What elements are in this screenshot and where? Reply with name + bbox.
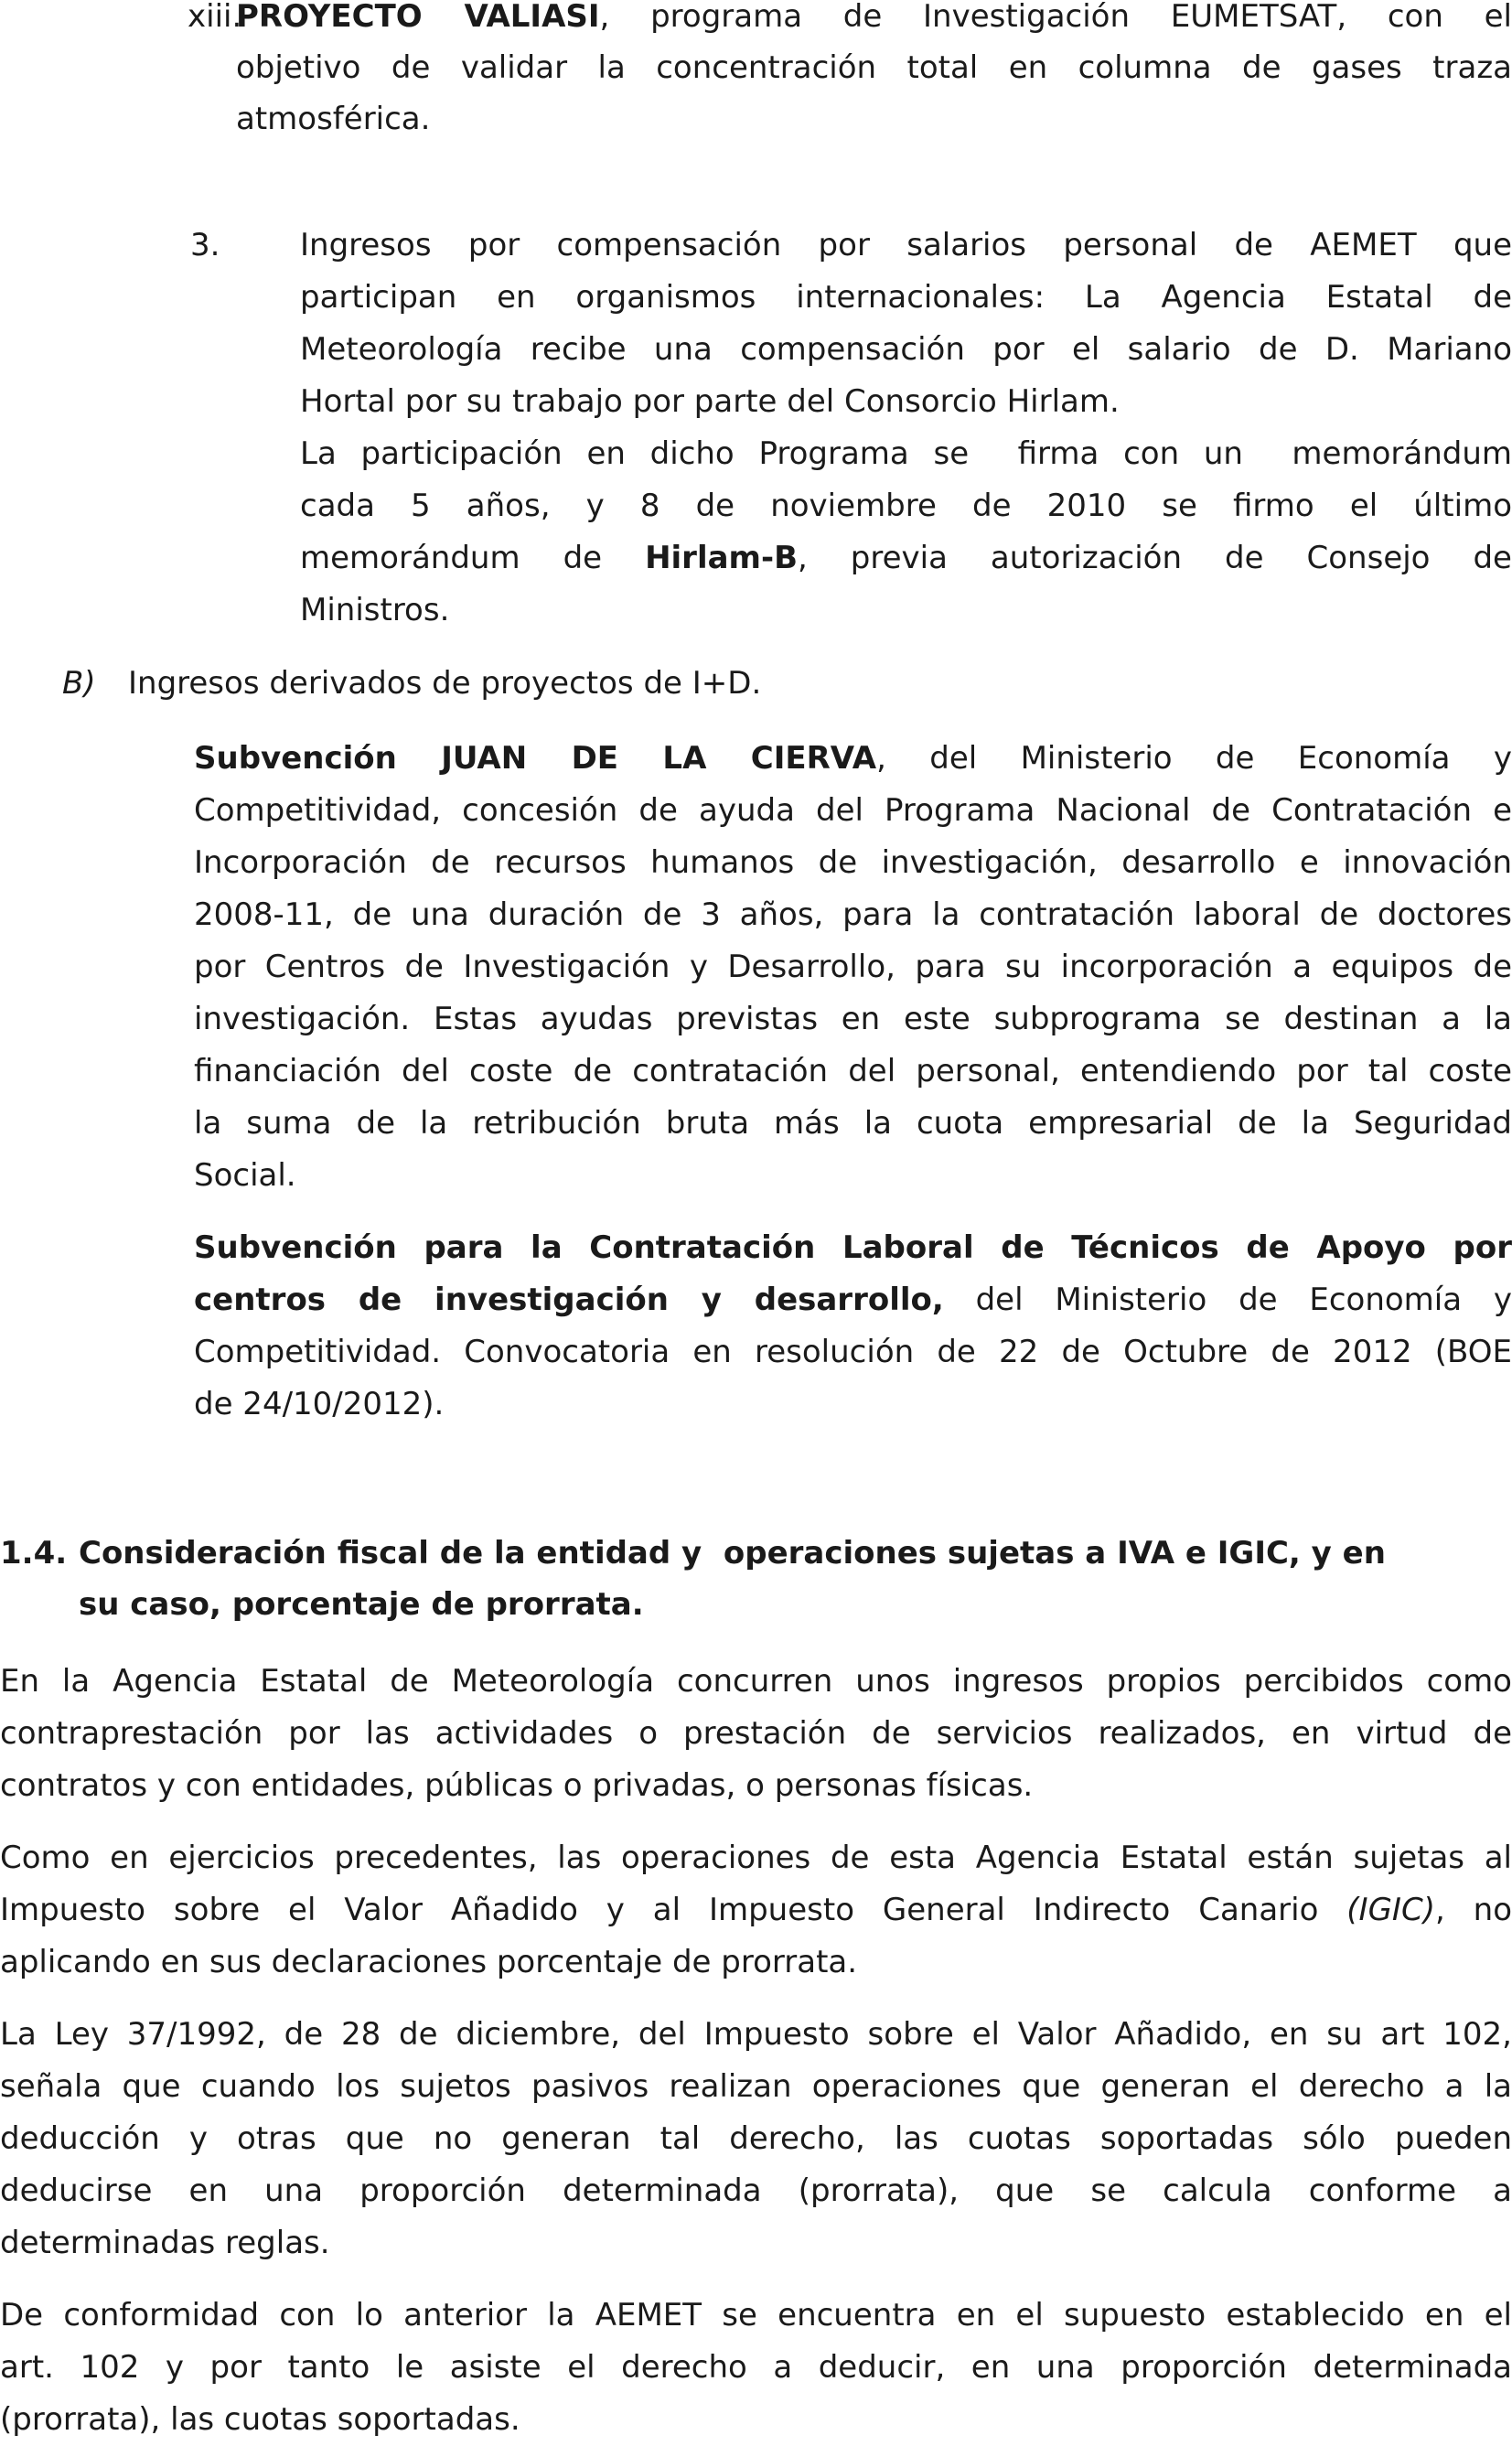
para3-line-3: deducción y otras que no generan tal derecho, las cuotas soportadas sólo pueden: [0, 2120, 1512, 2157]
item3-line-6: cada 5 años, y 8 de noviembre de 2010 se firmo el último: [300, 488, 1512, 524]
item3-line-7: memorándum de Hirlam-B, previa autorización de Consejo de: [300, 540, 1512, 576]
section-number: 1.4.: [0, 1535, 68, 1572]
valiasi-line-3: atmosférica.: [236, 101, 431, 137]
item3-line-2: participan en organismos internacionales: La Agencia Estatal de: [300, 279, 1512, 316]
tecnicos-line-1: [194, 1222, 1512, 1274]
valiasi-line-1: PROYECTO VALIASI, programa de Investigación EUMETSAT, con el: [236, 0, 1512, 35]
para3-line-5: determinadas reglas.: [0, 2225, 330, 2261]
para3-line-2: señala que cuando los sujetos pasivos realizan operaciones que generan el derecho a la: [0, 2068, 1512, 2105]
list-marker-xiii: xiii.: [188, 0, 242, 35]
para1-line-2: contraprestación por las actividades o prestación de servicios realizados, en virtud de: [0, 1715, 1512, 1752]
hirlam-b-label: Hirlam-B: [645, 540, 798, 576]
juan-cierva-line-7: financiación del coste de contratación del personal, entendiendo por tal coste: [194, 1053, 1512, 1089]
para3-line-1: La Ley 37/1992, de 28 de diciembre, del Impuesto sobre el Valor Añadido, en su art 102,: [0, 2016, 1512, 2053]
juan-cierva-line-2: Competitividad, concesión de ayuda del Programa Nacional de Contratación e: [194, 792, 1512, 829]
para2-line-2: Impuesto sobre el Valor Añadido y al Impuesto General Indirecto Canario (IGIC), no: [0, 1892, 1512, 1928]
section-b-title: Ingresos derivados de proyectos de I+D.: [128, 665, 762, 702]
item3-line-8: Ministros.: [300, 592, 450, 628]
para3-line-4: deducirse en una proporción determinada (prorrata), que se calcula conforme a: [0, 2172, 1512, 2209]
tecnicos-title: Subvención para la Contratación Laboral de Técnicos de Apoyo por: [194, 1229, 1512, 1266]
juan-cierva-line-1: Subvención JUAN DE LA CIERVA, del Ministerio de Economía y: [194, 740, 1512, 777]
juan-cierva-line-3: Incorporación de recursos humanos de investigación, desarrollo e innovación: [194, 844, 1512, 881]
list-marker-3: 3.: [190, 227, 220, 263]
section-b-marker: B): [62, 665, 96, 702]
juan-cierva-line-9: Social.: [194, 1157, 296, 1194]
juan-cierva-line-4: 2008-11, de una duración de 3 años, para la contratación laboral de doctores: [194, 896, 1512, 933]
item3-line-5: La participación en dicho Programa se firma con un memorándum: [300, 435, 1512, 472]
para1-line-3: contratos y con entidades, públicas o privadas, o personas físicas.: [0, 1767, 1034, 1804]
para4-line-2: art. 102 y por tanto le asiste el derecho a deducir, en una proporción determinada: [0, 2349, 1512, 2386]
para4-line-1: De conformidad con lo anterior la AEMET se encuentra en el supuesto establecido en el: [0, 2297, 1512, 2333]
section-heading-line-2: su caso, porcentaje de prorrata.: [79, 1586, 644, 1623]
para2-line-3: aplicando en sus declaraciones porcentaje de prorrata.: [0, 1944, 858, 1980]
valiasi-project-name: PROYECTO VALIASI: [236, 0, 600, 35]
juan-cierva-title: Subvención JUAN DE LA CIERVA: [194, 740, 877, 777]
tecnicos-line-2: centros de investigación y desarrollo, del Ministerio de Economía y: [194, 1282, 1512, 1318]
tecnicos-line-3: Competitividad. Convocatoria en resolución de 22 de Octubre de 2012 (BOE: [194, 1334, 1512, 1370]
item3-line-3: Meteorología recibe una compensación por el salario de D. Mariano: [300, 331, 1512, 368]
valiasi-line-2: objetivo de validar la concentración total en columna de gases traza: [236, 49, 1512, 86]
igic-label: (IGIC): [1346, 1892, 1435, 1928]
juan-cierva-line-5: por Centros de Investigación y Desarrollo, para su incorporación a equipos de: [194, 949, 1512, 985]
juan-cierva-line-6: investigación. Estas ayudas previstas en este subprograma se destinan a la: [194, 1001, 1512, 1037]
juan-cierva-line-8: la suma de la retribución bruta más la cuota empresarial de la Seguridad: [194, 1105, 1512, 1142]
section-heading-line-1: Consideración fiscal de la entidad y operaciones sujetas a IVA e IGIC, y en: [79, 1535, 1386, 1572]
item3-line-1: Ingresos por compensación por salarios personal de AEMET que: [300, 227, 1512, 263]
para2-line-1: Como en ejercicios precedentes, las operaciones de esta Agencia Estatal están sujetas al: [0, 1840, 1512, 1876]
para1-line-1: En la Agencia Estatal de Meteorología concurren unos ingresos propios percibidos como: [0, 1663, 1512, 1700]
para4-line-3: (prorrata), las cuotas soportadas.: [0, 2401, 520, 2438]
item3-line-4: Hortal por su trabajo por parte del Consorcio Hirlam.: [300, 383, 1120, 420]
tecnicos-line-4: de 24/10/2012).: [194, 1386, 445, 1422]
